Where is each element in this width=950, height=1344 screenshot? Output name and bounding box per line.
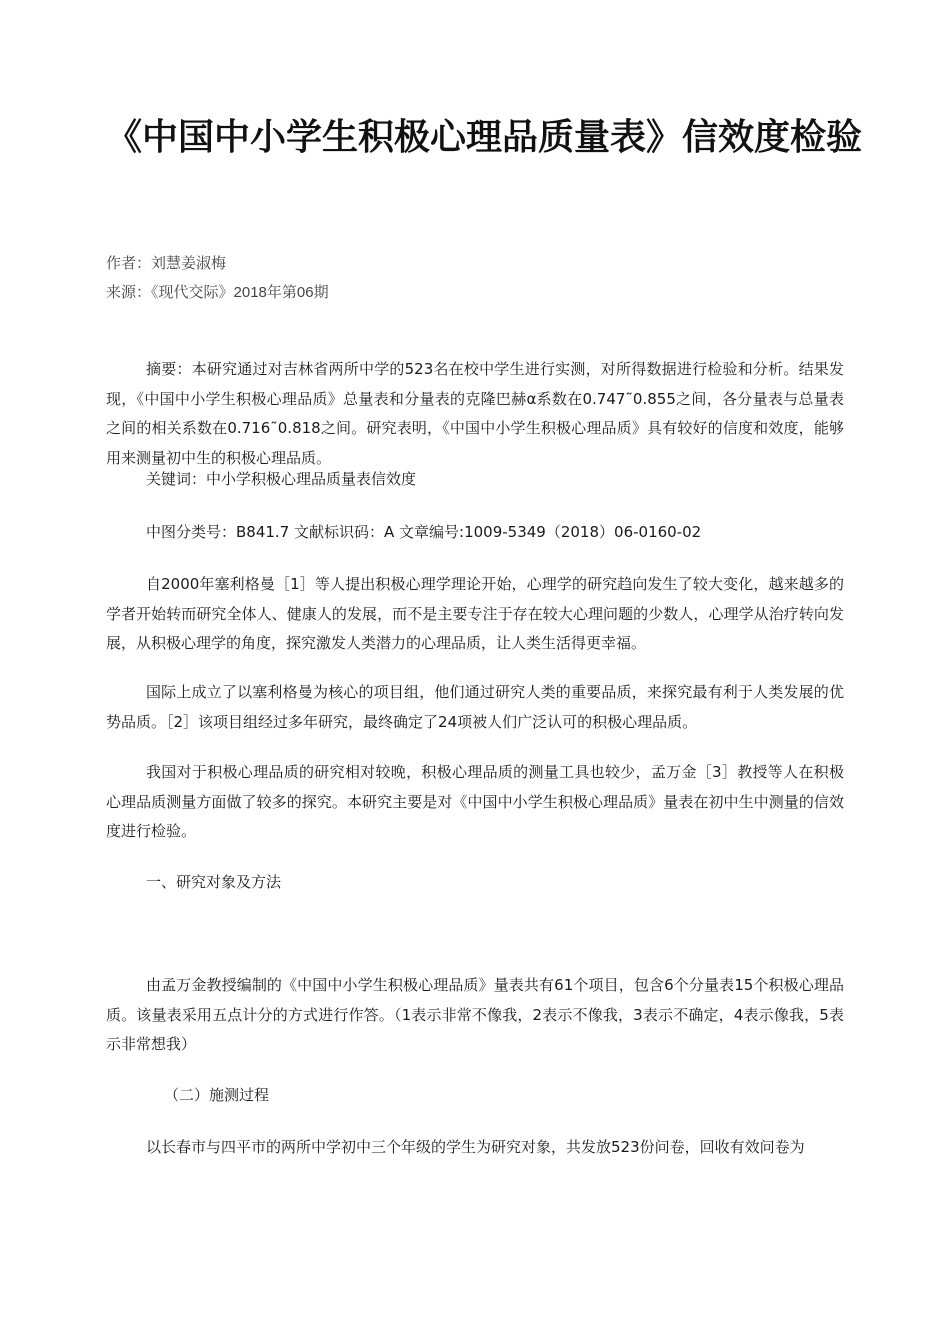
- procedure-paragraph: 以长春市与四平市的两所中学初中三个年级的学生为研究对象，共发放523份问卷，回收有效问卷为: [146, 1138, 805, 1156]
- intro-paragraph-1: 自2000年塞利格曼［1］等人提出积极心理学理论开始，心理学的研究趋向发生了较大变化，越来越多的学者开始转而研究全体人、健康人的发展，而不是主要专注于存在较大心理问题的少数人，心理学从治疗转向发展，从积极心理学的角度，探究激发人类潜力的心理品质，让人类生活得更幸福。: [106, 575, 844, 652]
- source-issue-unit: 期: [313, 283, 329, 301]
- section-heading-1: 一、研究对象及方法: [146, 873, 282, 891]
- source-year-unit: 年第: [266, 283, 297, 301]
- source-journal: 来源：《现代交际》: [106, 283, 234, 301]
- author-line: 作者：刘慧姜淑梅: [106, 254, 227, 272]
- intro-paragraph-2: 国际上成立了以塞利格曼为核心的项目组，他们通过研究人类的重要品质，来探究最有利于人类发展的优势品质。［2］该项目组经过多年研究，最终确定了24项被人们广泛认可的积极心理品质。: [106, 683, 844, 731]
- intro-paragraph-3: 我国对于积极心理品质的研究相对较晚，积极心理品质的测量工具也较少，孟万金［3］教授等人在积极心理品质测量方面做了较多的探究。本研究主要是对《中国中小学生积极心理品质》量表在初中生中测量的信效度进行检验。: [106, 763, 844, 840]
- subsection-heading-2: （二）施测过程: [164, 1086, 270, 1104]
- article-title: 《中国中小学生积极心理品质量表》信效度检验: [106, 117, 863, 158]
- keywords-line: 关键词：中小学积极心理品质量表信效度: [146, 470, 417, 488]
- classification-line: 中图分类号：B841.7 文献标识码：A 文章编号:1009-5349（2018）06-0160-02: [146, 523, 702, 541]
- source-year: 2018: [233, 284, 267, 301]
- abstract-paragraph: 摘要：本研究通过对吉林省两所中学的523名在校中学生进行实测，对所得数据进行检验和分析。结果发现，《中国中小学生积极心理品质》总量表和分量表的克隆巴赫α系数在0.747˜0.855之间，各分量表与总量表之间的相关系数在0.716˜0.818之间。研究表明，《中国中小学生积极心理品质》具有较好的信度和效度，能够用来测量初中生的积极心理品质。: [106, 360, 844, 467]
- scale-description-paragraph: 由孟万金教授编制的《中国中小学生积极心理品质》量表共有61个项目，包含6个分量表15个积极心理品质。该量表采用五点计分的方式进行作答。（1表示非常不像我，2表示不像我，3表示不确定，4表示像我，5表示非常想我）: [106, 976, 844, 1053]
- source-line: [106, 281, 329, 302]
- source-issue: 06: [296, 284, 314, 301]
